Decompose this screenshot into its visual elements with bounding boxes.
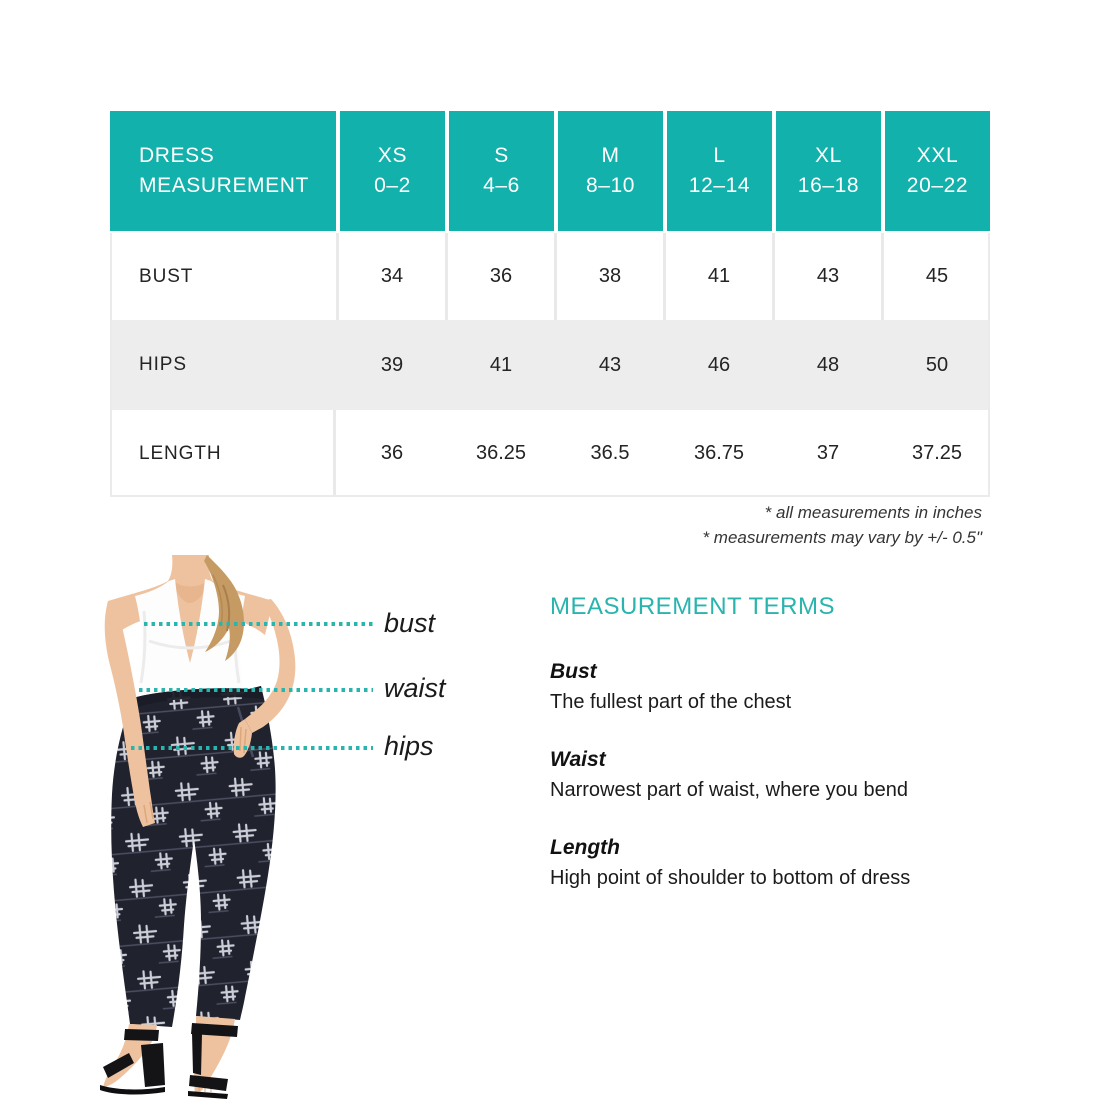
term-waist	[550, 747, 1020, 803]
bust-measure-line	[144, 622, 373, 626]
waist-measure-line	[139, 688, 373, 692]
table-row-hips	[110, 320, 990, 410]
row-label-bust: BUST	[110, 233, 336, 320]
length-value-xxl: 37.25	[884, 410, 990, 497]
hips-value-s: 41	[489, 353, 513, 376]
length-value-l: 36.75	[666, 410, 772, 497]
bust-value-xs: 34	[339, 233, 445, 320]
hips-value-l: 46	[707, 353, 731, 376]
header-cell-xs	[340, 111, 445, 231]
table-header-row	[110, 111, 990, 231]
size-range: 4–6	[483, 174, 520, 197]
table-footnotes	[110, 500, 982, 550]
hips-value-xxl: 50	[925, 353, 949, 376]
hips-value-xl: 48	[816, 353, 840, 376]
size-label: XXL	[916, 144, 959, 167]
size-range: 20–22	[906, 174, 969, 197]
term-def-waist: Narrowest part of waist, where you bend	[550, 779, 908, 801]
term-name-waist: Waist	[550, 748, 606, 771]
size-label: S	[494, 144, 509, 167]
length-value-s: 36.25	[448, 410, 554, 497]
row-label-hips: HIPS	[139, 354, 187, 375]
length-value-m: 36.5	[557, 410, 663, 497]
size-label: M	[601, 144, 620, 167]
bust-value-xl: 43	[775, 233, 881, 320]
bust-value-m: 38	[557, 233, 663, 320]
size-label: XS	[377, 144, 408, 167]
size-range: 0–2	[374, 174, 411, 197]
term-name-length: Length	[550, 836, 620, 859]
hips-value-m: 43	[598, 353, 622, 376]
size-chart-table	[110, 111, 990, 497]
header-cell-l	[667, 111, 772, 231]
measurement-terms-section	[550, 593, 1020, 891]
length-value-xs: 36	[339, 410, 445, 497]
header-cell-xxl	[885, 111, 990, 231]
term-length	[550, 835, 1020, 891]
size-range: 12–14	[688, 174, 751, 197]
bust-value-l: 41	[666, 233, 772, 320]
size-range: 8–10	[585, 174, 636, 197]
hips-measure-line	[131, 746, 373, 750]
table-row-bust	[110, 233, 990, 320]
header-cell-dress-measurement	[110, 111, 336, 231]
length-value-xl: 37	[775, 410, 881, 497]
measurement-terms-title: MEASUREMENT TERMS	[550, 593, 835, 620]
bust-value-s: 36	[448, 233, 554, 320]
header-cell-xl	[776, 111, 881, 231]
header-cell-s	[449, 111, 554, 231]
size-label: L	[713, 144, 726, 167]
bust-line-label: bust	[384, 608, 436, 638]
row-label-length: LENGTH	[110, 410, 336, 497]
size-range: 16–18	[797, 174, 860, 197]
table-row-length	[110, 410, 990, 497]
hips-line-label: hips	[384, 731, 434, 761]
term-def-length: High point of shoulder to bottom of dress	[550, 867, 911, 889]
model-figure-illustration	[95, 555, 385, 1100]
hips-value-xs: 39	[380, 353, 404, 376]
footnote-inches: * all measurements in inches	[764, 503, 982, 522]
term-bust	[550, 659, 1020, 715]
size-label: XL	[815, 144, 842, 167]
header-title-text: DRESS MEASUREMENT	[139, 144, 309, 197]
footnote-variance: * measurements may vary by +/- 0.5"	[702, 528, 982, 547]
waist-line-label: waist	[384, 673, 446, 703]
header-cell-m	[558, 111, 663, 231]
bust-value-xxl: 45	[884, 233, 990, 320]
term-def-bust: The fullest part of the chest	[550, 691, 792, 713]
term-name-bust: Bust	[550, 660, 597, 683]
